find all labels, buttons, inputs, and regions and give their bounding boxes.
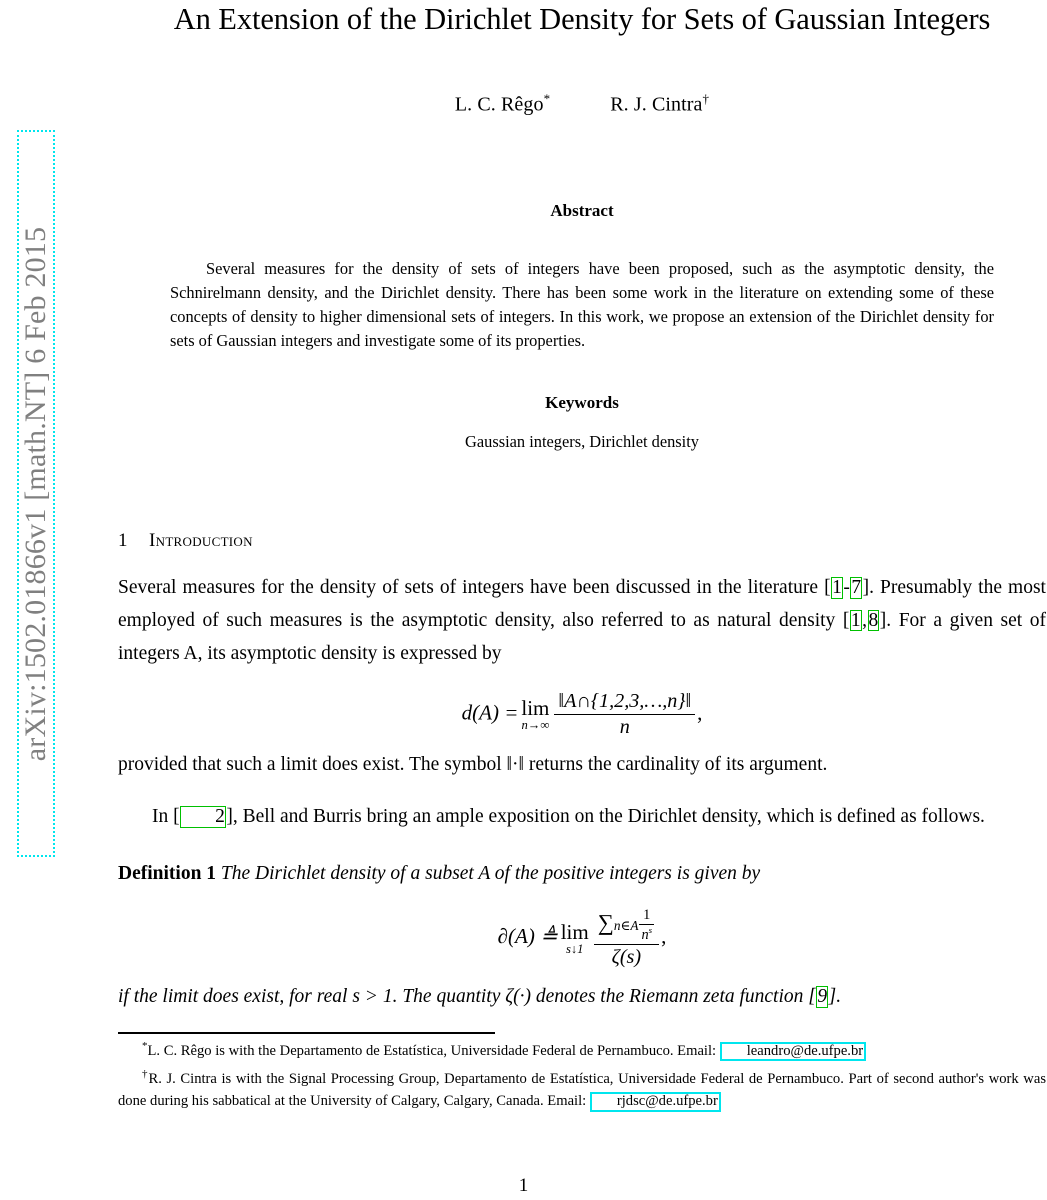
equation-1-fraction — [554, 690, 695, 739]
author-1-footnote-mark[interactable]: * — [543, 91, 551, 107]
author-list — [118, 91, 1046, 117]
footnote-2 — [118, 1066, 1046, 1112]
equation-2-numerator — [594, 907, 659, 946]
section-title: Introduction — [149, 530, 253, 552]
abstract-heading: Abstract — [550, 200, 614, 220]
equation-1-numerator: ‖A∩{1,2,3,…,n}‖ — [554, 690, 695, 715]
equation-2-limit-sub: s↓1 — [565, 941, 584, 956]
paragraph-1-part-1: Several measures for the density of sets of integers have been discussed in the literature [ — [118, 577, 831, 599]
equation-1-trailing: , — [697, 700, 703, 725]
equation-dirichlet-density — [118, 907, 1046, 970]
footnote-1 — [118, 1038, 1046, 1062]
definition-text: The Dirichlet density of a subset A of the positive integers is given by — [220, 862, 761, 884]
equation-2-inner-numerator: 1 — [639, 907, 654, 925]
equation-2-trailing: , — [661, 923, 667, 948]
equation-2-limit-op: lim — [560, 919, 589, 944]
abstract-text: Several measures for the density of sets of integers have been proposed, such as the asymptotic density, the Schnirelmann density, and the Dirichlet density. There has been some work in the literature on extending some of these concepts of density to higher dimensional sets of integers. In this work, we propose an extension of the Dirichlet density for sets of Gaussian integers and investigate some of its properties. — [170, 258, 994, 351]
citation-comma: , — [862, 609, 868, 631]
citation-link-9[interactable]: 9 — [817, 986, 828, 1008]
citation-link-1[interactable]: 1 — [832, 577, 842, 599]
paragraph-1-part-2: ]. Presumably the most employed of such measures is the asymptotic density, also referred to as natural density [ — [118, 577, 1046, 631]
equation-2-lhs: ∂(A) ≜ — [497, 923, 558, 948]
equation-2-inner-denominator — [639, 925, 654, 944]
citation-dash: - — [843, 577, 850, 599]
citation-link-8[interactable]: 8 — [868, 609, 879, 631]
equation-1-denominator: n — [619, 715, 630, 738]
equation-1-lhs: d(A) = — [461, 700, 519, 725]
section-heading-introduction — [118, 530, 1046, 552]
paragraph-2: provided that such a limit does exist. The symbol ‖·‖ returns the cardinality of its argument. — [118, 753, 828, 775]
abstract-block — [170, 201, 994, 452]
footnote-1-mark: * — [142, 1040, 148, 1053]
author-2 — [610, 91, 709, 117]
footnote-separator — [118, 1032, 495, 1034]
definition-label: Definition 1 — [118, 862, 217, 884]
equation-1-limit-op: lim — [521, 695, 550, 720]
equation-2-limit — [561, 920, 589, 957]
author-2-footnote-mark[interactable]: † — [702, 91, 710, 107]
page-number: 1 — [518, 1175, 529, 1196]
equation-2-inner-fraction — [639, 907, 654, 944]
footnote-2-mark: † — [142, 1068, 149, 1081]
email-link-rjdsc[interactable]: rjdsc@de.ufpe.br — [590, 1092, 721, 1111]
paper-page — [118, 0, 1046, 1200]
equation-2-inner-den-exponent: s — [648, 924, 653, 935]
citation-link-7[interactable]: 7 — [851, 577, 862, 599]
section-number: 1 — [118, 530, 128, 552]
equation-1-limit-sub: n→∞ — [521, 717, 550, 732]
paragraph-1-part-3: ]. For a given set of integers A, its asymptotic density is expressed by — [118, 609, 1047, 664]
paragraph-1 — [118, 572, 1046, 670]
author-2-name: R. J. Cintra — [610, 93, 703, 116]
equation-2-denominator: ζ(s) — [611, 946, 642, 969]
author-1 — [455, 91, 550, 117]
citation-link-1b[interactable]: 1 — [850, 609, 861, 631]
equation-2-sum-subscript: n∈A — [613, 917, 639, 933]
equation-2-sum-symbol: ∑ — [597, 909, 614, 935]
definition-note-part-2: ]. — [828, 986, 842, 1008]
equation-asymptotic-density — [118, 690, 1046, 739]
arxiv-stamp-text: arXiv:1502.01866v1 [math.NT] 6 Feb 2015 — [19, 226, 52, 761]
definition-1 — [118, 858, 1046, 891]
citation-link-2[interactable]: 2 — [180, 806, 226, 828]
page-title: An Extension of the Dirichlet Density for Sets of Gaussian Integers — [173, 2, 991, 36]
definition-note — [118, 981, 1046, 1014]
footnote-2-text: R. J. Cintra is with the Signal Processing Group, Departamento de Estatística, Universidade Federal de Pernambuco. Part of second author's work was done during his sabbatical at the University of Calgary, Calgary, Canada. Email: — [118, 1071, 1047, 1110]
paragraph-3-part-1: In [ — [152, 806, 180, 828]
definition-note-part-1: if the limit does exist, for real s > 1. The quantity ζ(·) denotes the Riemann zeta function [ — [118, 986, 816, 1008]
paragraph-3-part-2: ], Bell and Burris bring an ample exposition on the Dirichlet density, which is defined as follows. — [226, 806, 985, 828]
equation-2-fraction — [594, 907, 659, 970]
author-1-name: L. C. Rêgo — [454, 93, 544, 116]
equation-2-inner-den-base: n — [641, 926, 649, 943]
footnote-1-text: L. C. Rêgo is with the Departamento de Estatística, Universidade Federal de Pernambuco. Email: — [147, 1043, 720, 1060]
arxiv-stamp-box — [17, 130, 55, 857]
keywords-heading: Keywords — [545, 393, 619, 413]
paragraph-3 — [118, 801, 1046, 834]
email-link-leandro[interactable]: leandro@de.ufpe.br — [720, 1042, 866, 1061]
keywords-text: Gaussian integers, Dirichlet density — [465, 432, 699, 452]
equation-1-limit — [521, 696, 549, 733]
